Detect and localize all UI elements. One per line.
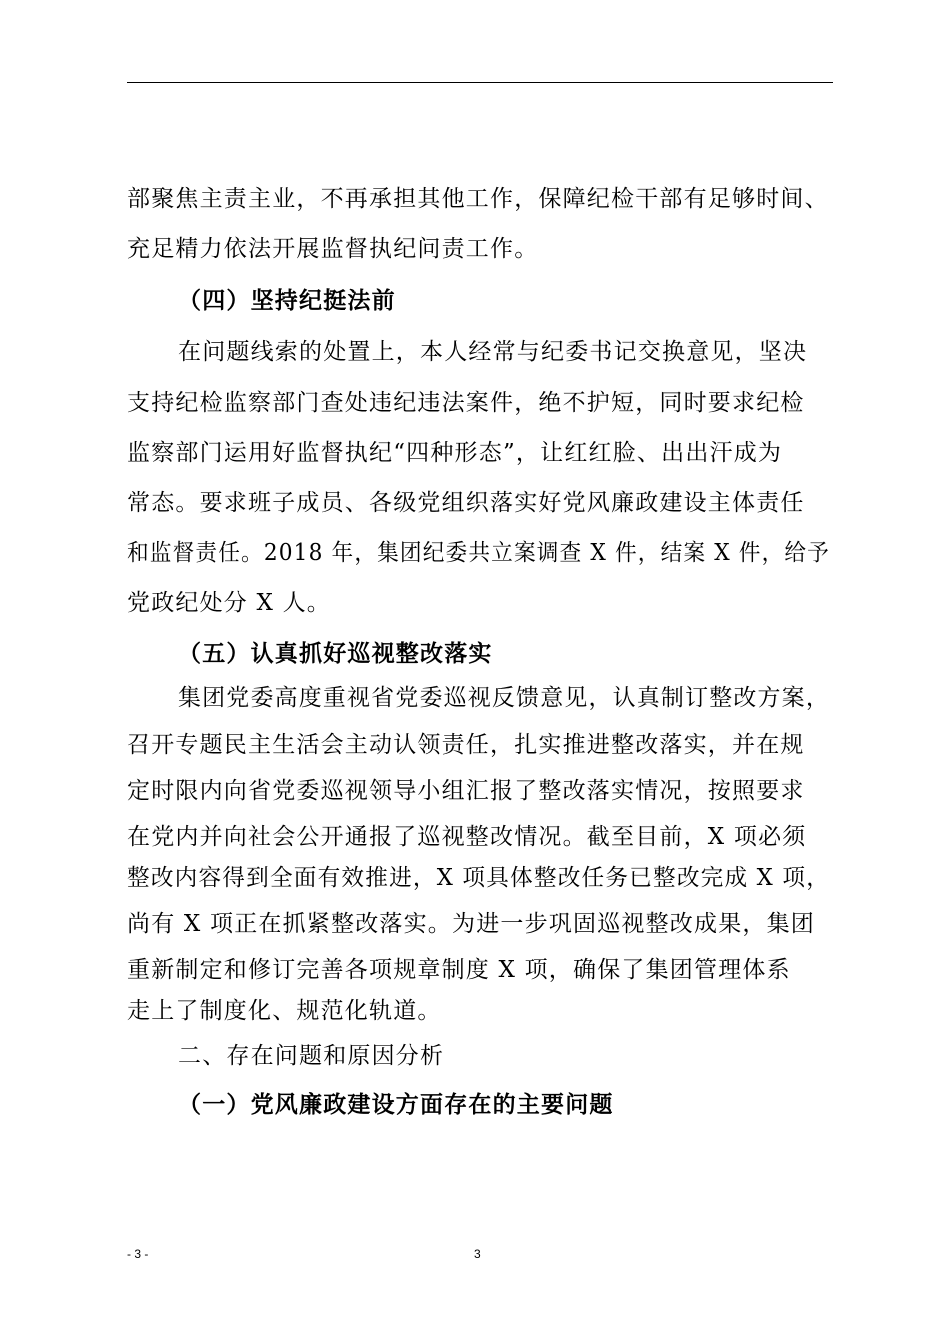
paragraph-line: 和监督责任。2018 年，集团纪委共立案调查 X 件，结案 X 件，给予 xyxy=(127,540,830,566)
paragraph-line: 集团党委高度重视省党委巡视反馈意见，认真制订整改方案， xyxy=(178,685,830,711)
section-heading-1: （一）党风廉政建设方面存在的主要问题 xyxy=(178,1091,614,1118)
paragraph-line: 定时限内向省党委巡视领导小组汇报了整改落实情况，按照要求 xyxy=(127,778,805,804)
paragraph-line: 支持纪检监察部门查处违纪违法案件，绝不护短，同时要求纪检 xyxy=(127,390,805,416)
footer-page-number: 3 xyxy=(474,1247,481,1261)
paragraph-line: 走上了制度化、规范化轨道。 xyxy=(127,998,442,1024)
paragraph-line: 充足精力依法开展监督执纪问责工作。 xyxy=(127,236,539,262)
section-heading-4: （四）坚持纪挺法前 xyxy=(178,287,396,314)
paragraph-line: 整改内容得到全面有效推进，X 项具体整改任务已整改完成 X 项， xyxy=(127,865,831,891)
header-rule xyxy=(127,82,833,83)
paragraph-line: 常态。要求班子成员、各级党组织落实好党风廉政建设主体责任 xyxy=(127,490,805,516)
section-heading-5: （五）认真抓好巡视整改落实 xyxy=(178,640,493,667)
paragraph-line: 尚有 X 项正在抓紧整改落实。为进一步巩固巡视整改成果，集团 xyxy=(127,911,815,937)
paragraph-line: 部聚焦主责主业，不再承担其他工作，保障纪检干部有足够时间、 xyxy=(127,186,829,212)
paragraph-line: 重新制定和修订完善各项规章制度 X 项，确保了集团管理体系 xyxy=(127,957,791,983)
paragraph-line: 在党内并向社会公开通报了巡视整改情况。截至目前，X 项必须 xyxy=(127,824,807,850)
paragraph-line: 党政纪处分 X 人。 xyxy=(127,590,331,616)
chapter-heading-2: 二、存在问题和原因分析 xyxy=(178,1043,445,1069)
paragraph-line: 监察部门运用好监督执纪“四种形态”，让红红脸、出出汗成为 xyxy=(127,440,783,466)
paragraph-line: 召开专题民主生活会主动认领责任，扎实推进整改落实，并在规 xyxy=(127,732,805,758)
footer-page-label: - 3 - xyxy=(127,1247,149,1261)
paragraph-line: 在问题线索的处置上，本人经常与纪委书记交换意见，坚决 xyxy=(178,339,808,365)
